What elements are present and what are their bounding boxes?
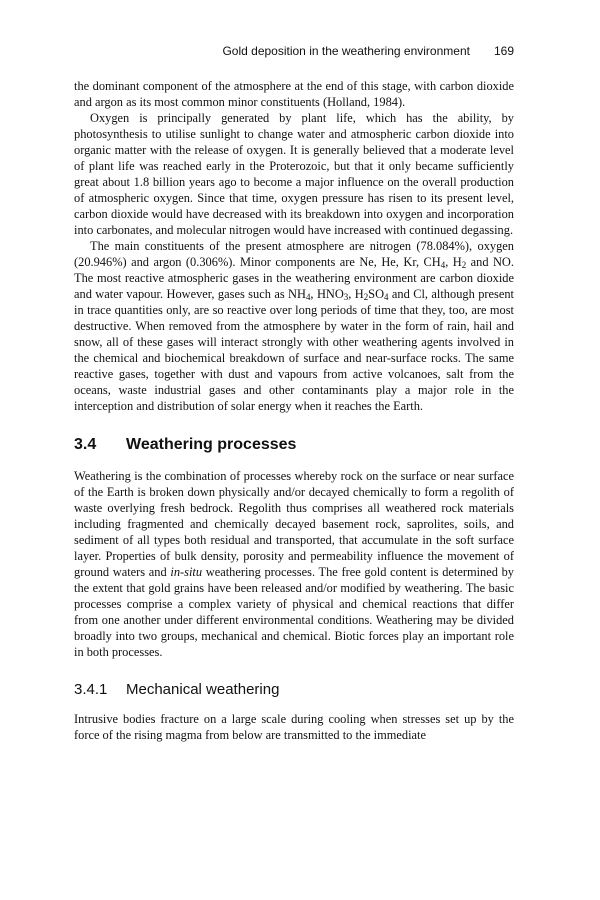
- text-run: Weathering is the combination of processes whereby rock on the surface or near surface of the Earth is broken down physically and/or decayed chemically to form a regolith of waste overlying fresh bedrock. Regolith thus comprises all weathered rock materials including fragmented and chemically decayed basement rock, saprolites, soils, and sediment of all types both residual and transported, that accumulate in the soft surface layer. Properties of bulk density, porosity and permeability influence the movement of ground waters and: [74, 469, 514, 579]
- text-run: and NO. The most reactive atmospheric gases in the weathering environment are carbon dioxide and water vapour. However, gases such as NH: [74, 255, 514, 301]
- subscript: 4: [384, 292, 389, 303]
- text-run: and Cl, although present in trace quantities only, are so reactive over long periods of time that they, too, are most destructive. When removed from the atmosphere by water in the form of rain, hail and snow, all of these gases will interact strongly with other weathering agents involved in the chemical and biochemical breakdown of surface and near-surface rocks. The same reactive gases, together with dust and vapours from active volcanoes, salt from the oceans, waste industrial gases and other contaminants play a major role in the interception and distribution of solar energy when it reaches the Earth.: [74, 287, 514, 413]
- subscript: 3: [343, 292, 349, 303]
- running-header: [84, 44, 514, 58]
- text-run: , H: [445, 255, 462, 269]
- subsection-title: Mechanical weathering: [126, 681, 280, 698]
- paragraph-weathering: [74, 468, 514, 660]
- running-title: Gold deposition in the weathering environment: [222, 44, 470, 58]
- paragraph-mechanical: Intrusive bodies fracture on a large scale during cooling when stresses set up by the force of the rising magma from below are transmitted to the immediate: [74, 712, 514, 742]
- subsection-number: 3.4.1: [74, 681, 108, 698]
- subscript: 2: [363, 292, 369, 303]
- section-number: 3.4: [74, 436, 97, 453]
- section-title: Weathering processes: [126, 436, 297, 453]
- text-run: weathering processes. The free gold content is determined by the extent that gold grains have been released and/or modified by weathering. The basic processes comprise a complex variety of physical and chemical reactions that differ from one another under different environmental conditions. Weathering may be divided broadly into two groups, mechanical and chemical. Biotic forces play an important role in both processes.: [74, 565, 515, 659]
- italic-term: in-situ: [170, 565, 203, 579]
- text-run: , H: [348, 287, 364, 301]
- section-heading-3-4-1: [74, 680, 514, 700]
- body-text: [74, 78, 514, 743]
- page-number: 169: [493, 44, 514, 58]
- text-run: The main constituents of the present atmosphere are nitrogen (78.084%), oxygen (20.946%) and argon (0.306%). Minor components are Ne, He, Kr, CH: [74, 239, 514, 269]
- paragraph-continued: the dominant component of the atmosphere at the end of this stage, with carbon dioxide and argon as its most common minor constituents (Holland, 1984).: [74, 79, 514, 109]
- subscript: 4: [305, 292, 311, 303]
- subscript: 4: [440, 260, 446, 271]
- subscript: 2: [461, 260, 467, 271]
- paragraph-atmosphere-constituents: [74, 238, 514, 414]
- paragraph-oxygen: Oxygen is principally generated by plant life, which has the ability, by photosynthesis to utilise sunlight to change water and atmospheric carbon dioxide into organic matter with the release of oxygen. It is generally believed that a moderate level of plant life was reached early in the Proterozoic, but that it only became sufficiently great about 1.8 billion years ago to become a major influence on the overall production of atmospheric oxygen. Since that time, oxygen pressure has risen to its present level, carbon dioxide would have decreased with its breakdown into oxygen and incorporation into carbonates, and molecular nitrogen would have increased with continued degassing.: [74, 111, 514, 237]
- text-run: SO: [368, 287, 385, 301]
- text-run: , HNO: [310, 287, 344, 301]
- section-heading-3-4: [74, 435, 514, 455]
